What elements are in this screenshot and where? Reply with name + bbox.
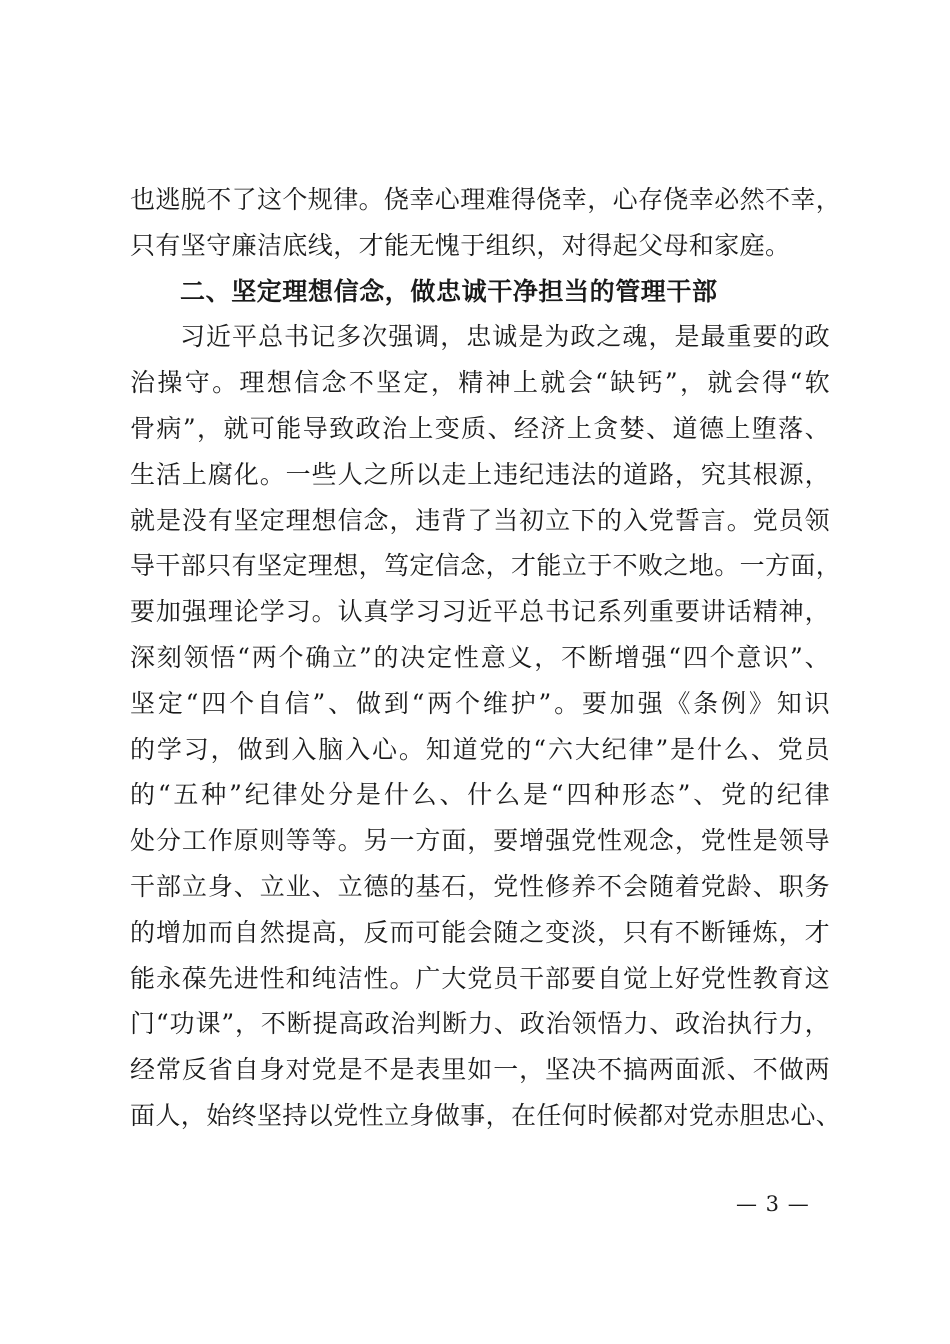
body-text <box>130 177 842 1139</box>
text-line: 的增加而自然提高，反而可能会随之变淡，只有不断锤炼，才 <box>130 917 830 947</box>
section-heading: 二、坚定理想信念，做忠诚干净担当的管理干部 <box>180 276 718 306</box>
text-line: 面人，始终坚持以党性立身做事，在任何时候都对党赤胆忠心、 <box>130 1100 842 1130</box>
text-line: 生活上腐化。一些人之所以走上违纪违法的道路，究其根源， <box>130 459 830 489</box>
text-line: 就是没有坚定理想信念，违背了当初立下的入党誓言。党员领 <box>130 505 830 535</box>
text-line: 门“功课”，不断提高政治判断力、政治领悟力、政治执行力， <box>130 1009 830 1039</box>
text-line: 骨病”，就可能导致政治上变质、经济上贪婪、道德上堕落、 <box>130 413 830 443</box>
text-line: 处分工作原则等等。另一方面，要增强党性观念，党性是领导 <box>130 826 830 856</box>
text-line: 能永葆先进性和纯洁性。广大党员干部要自觉上好党性教育这 <box>130 963 830 993</box>
text-line: 坚定“四个自信”、做到“两个维护”。要加强《条例》知识 <box>130 688 830 718</box>
text-line: 深刻领悟“两个确立”的决定性意义，不断增强“四个意识”、 <box>130 642 830 672</box>
text-line: 要加强理论学习。认真学习习近平总书记系列重要讲话精神， <box>130 597 830 627</box>
paragraph-main <box>130 314 842 1138</box>
text-line: 的学习，做到入脑入心。知道党的“六大纪律”是什么、党员 <box>130 734 830 764</box>
text-line: 的“五种”纪律处分是什么、什么是“四种形态”、党的纪律 <box>130 780 830 810</box>
text-line: 只有坚守廉洁底线，才能无愧于组织，对得起父母和家庭。 <box>130 230 791 260</box>
text-line: 经常反省自身对党是不是表里如一，坚决不搞两面派、不做两 <box>130 1055 830 1085</box>
paragraph-continuation <box>130 177 842 269</box>
text-line: 导干部只有坚定理想，笃定信念，才能立于不败之地。一方面， <box>130 551 842 581</box>
text-line: 干部立身、立业、立德的基石，党性修养不会随着党龄、职务 <box>130 871 830 901</box>
text-line: 治操守。理想信念不坚定，精神上就会“缺钙”，就会得“软 <box>130 368 830 398</box>
text-line: 习近平总书记多次强调，忠诚是为政之魂，是最重要的政 <box>180 322 830 352</box>
text-line: 也逃脱不了这个规律。侥幸心理难得侥幸，心存侥幸必然不幸， <box>130 185 842 214</box>
page-number: — 3 — <box>736 1192 810 1216</box>
